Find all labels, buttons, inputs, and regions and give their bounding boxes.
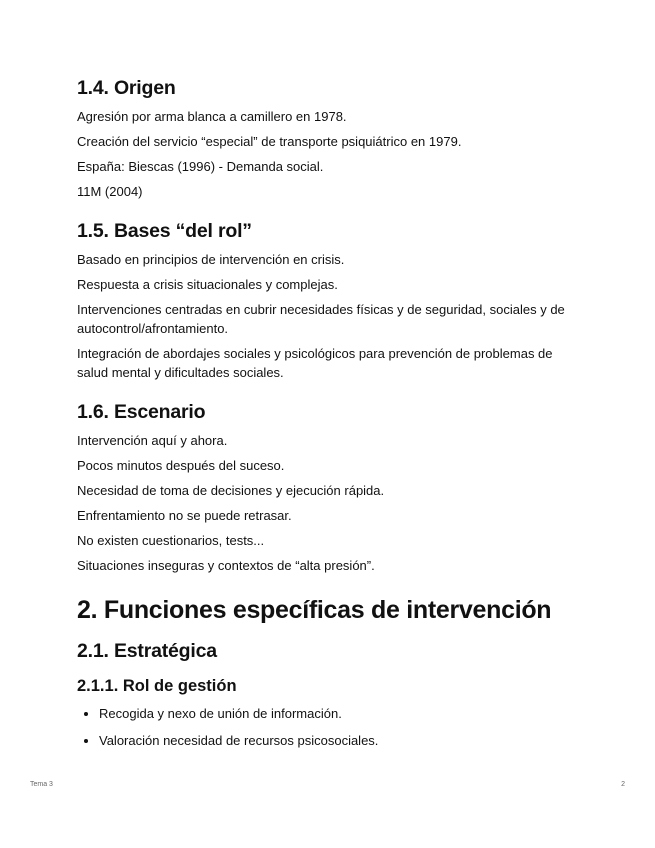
section-heading-bases: 1.5. Bases “del rol” [77, 220, 252, 242]
paragraph: Pocos minutos después del suceso. [77, 458, 285, 473]
list-item: • Valoración necesidad de recursos psicosociales. [99, 731, 587, 750]
paragraph: España: Biescas (1996) - Demanda social. [77, 159, 324, 174]
paragraph: Necesidad de toma de decisiones y ejecución rápida. [77, 483, 385, 498]
chapter-heading-funciones: 2. Funciones específicas de intervención [77, 596, 552, 624]
list-item: • Recogida y nexo de unión de información. [99, 704, 587, 723]
paragraph: Creación del servicio “especial” de transporte psiquiátrico en 1979. [77, 134, 462, 149]
paragraph: Intervenciones centradas en cubrir necesidades físicas y de seguridad, sociales y de autocontrol/afrontamiento. [77, 302, 565, 336]
paragraph: 11M (2004) [77, 184, 143, 199]
paragraph: Intervención aquí y ahora. [77, 433, 228, 448]
paragraph: Agresión por arma blanca a camillero en 1978. [77, 109, 347, 124]
sub-sub-heading-rol-gestion: 2.1.1. Rol de gestión [77, 677, 237, 695]
footer-page-number: 2 [621, 781, 625, 788]
section-heading-escenario: 1.6. Escenario [77, 401, 206, 423]
footer-chapter-label: Tema 3 [30, 781, 53, 788]
paragraph: Respuesta a crisis situacionales y complejas. [77, 277, 338, 292]
paragraph: Enfrentamiento no se puede retrasar. [77, 508, 292, 523]
sub-heading-estrategica: 2.1. Estratégica [77, 640, 217, 662]
paragraph: Situaciones inseguras y contextos de “alta presión”. [77, 558, 375, 573]
section-heading-origen: 1.4. Origen [77, 77, 176, 99]
paragraph: No existen cuestionarios, tests... [77, 533, 265, 548]
document-body [77, 76, 587, 758]
paragraph: Basado en principios de intervención en crisis. [77, 252, 345, 267]
bullet-list [77, 704, 587, 750]
paragraph: Integración de abordajes sociales y psicológicos para prevención de problemas de salud mental y dificultades sociales. [77, 346, 553, 380]
